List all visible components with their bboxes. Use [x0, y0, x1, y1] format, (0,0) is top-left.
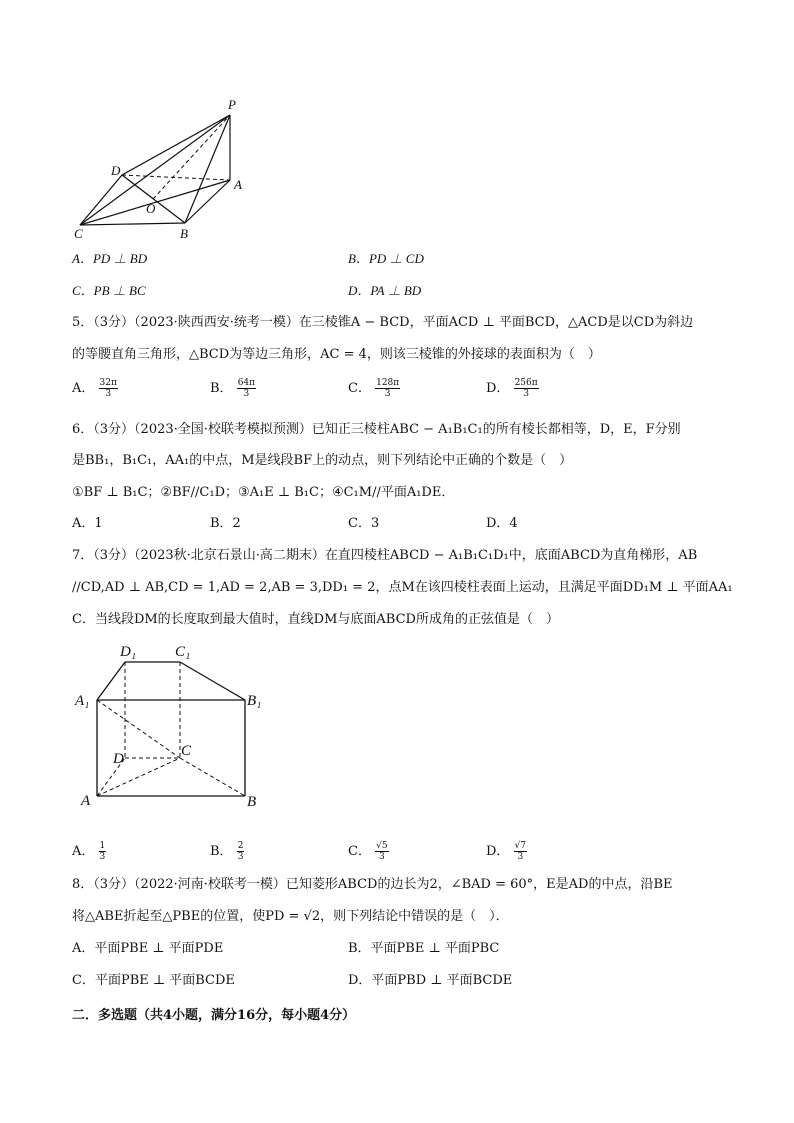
q6-option-b: B．2 — [210, 516, 241, 531]
q8-line1: 8．（3分）（2022·河南·校联考一模）已知菱形ABCD的边长为2，∠BAD = 60°，E是AD的中点，沿BE — [72, 877, 673, 892]
q6-option-c: C．3 — [348, 516, 380, 531]
q7-option-a-fraction — [99, 841, 107, 862]
numerator: 2 — [237, 841, 244, 851]
q5-option-a-fraction — [99, 378, 118, 399]
numerator: 1 — [99, 841, 106, 851]
q5-option-d-fraction — [514, 378, 539, 399]
label-d1: D₁ — [120, 644, 137, 660]
q5-line2: 的等腰直角三角形，△BCD为等边三角形，AC = 4，则该三棱锥的外接球的表面积为（ ） — [72, 347, 601, 362]
q7-option-a-letter: A． — [72, 844, 95, 859]
label-c1: C₁ — [175, 644, 191, 660]
denominator: 3 — [523, 389, 529, 399]
edge-cd — [80, 175, 122, 225]
denominator: 3 — [384, 389, 391, 399]
q5-option-b-fraction — [237, 378, 256, 399]
q7-line1: 7．（3分）（2023秋·北京石景山·高二期末）在直四棱柱ABCD − A₁B₁C₁D₁中，底面ABCD为直角梯形，AB — [72, 548, 698, 563]
numerator: √7 — [514, 841, 527, 851]
q5-option-c-letter: C． — [348, 381, 371, 396]
q7-option-c-fraction — [375, 841, 388, 862]
q8-option-b: B．平面PBE ⊥ 平面PBC — [348, 941, 500, 956]
edge-a1d1 — [97, 662, 125, 700]
edge-a1c-hidden — [97, 700, 180, 758]
q5-line1: 5．（3分）（2023·陕西西安·统考一模）在三棱锥A − BCD，平面ACD ⊥ 平面BCD，△ACD是以CD为斜边 — [72, 315, 694, 330]
q7-line3: C．当线段DM的长度取到最大值时，直线DM与底面ABCD所成角的正弦值是（ ） — [72, 612, 559, 627]
q8-line2: 将△ABE折起至△PBE的位置，使PD = √2，则下列结论中错误的是（ ）． — [72, 909, 509, 924]
denominator: 3 — [237, 852, 244, 862]
edge-da-hidden — [122, 175, 230, 180]
label-d: D — [113, 751, 124, 767]
numerator: √5 — [376, 841, 388, 851]
label-a: A — [81, 793, 91, 809]
q5-option-b — [210, 378, 256, 399]
q7-option-c-letter: C． — [348, 844, 371, 859]
numerator: 256π — [514, 378, 538, 388]
label-d: D — [111, 163, 121, 178]
q8-option-a: A．平面PBE ⊥ 平面PDE — [72, 941, 224, 956]
q7-option-d-letter: D． — [486, 844, 510, 859]
q7-option-d — [486, 841, 527, 862]
numerator: 64π — [237, 378, 256, 388]
q8-option-d: D．平面PBD ⊥ 平面BCDE — [348, 973, 513, 988]
q5-option-d — [486, 378, 539, 399]
label-o: O — [146, 201, 156, 216]
q6-line3: ①BF ⊥ B₁C；②BF//C₁D；③A₁E ⊥ B₁C；④C₁M//平面A₁DE． — [72, 485, 455, 500]
q8-option-c: C．平面PBE ⊥ 平面BCDE — [72, 973, 235, 988]
denominator: 3 — [105, 389, 112, 399]
edge-c1b1 — [180, 662, 245, 700]
pyramid-figure — [70, 95, 250, 240]
q4-option-c: C．PB ⊥ BC — [72, 283, 146, 298]
label-c: C — [181, 743, 192, 759]
q6-option-d: D．4 — [486, 516, 518, 531]
q6-option-a: A．1 — [72, 516, 103, 531]
edge-cb — [80, 223, 185, 225]
section-2-title: 二．多选题（共4小题，满分16分，每小题4分） — [72, 1008, 356, 1023]
q7-option-b — [210, 841, 244, 862]
numerator: 128π — [376, 378, 400, 388]
q5-option-d-letter: D． — [486, 381, 510, 396]
edge-pd — [122, 115, 230, 175]
q7-line2: //CD,AD ⊥ AB,CD = 1,AD = 2,AB = 3,DD₁ = 2，点M在该四棱柱表面上运动，且满足平面DD₁M ⊥ 平面AA₁ — [72, 580, 733, 595]
edge-po-hidden — [153, 115, 230, 199]
edge-cb-hidden — [180, 758, 245, 796]
prism-figure — [70, 638, 280, 813]
q7-option-c — [348, 841, 389, 862]
numerator: 32π — [99, 378, 117, 388]
q4-option-d: D．PA ⊥ BD — [348, 283, 422, 298]
q5-option-b-letter: B． — [210, 381, 233, 396]
q5-option-a-letter: A． — [72, 381, 95, 396]
q5-option-a — [72, 378, 118, 399]
label-a: A — [234, 177, 242, 192]
q4-option-b: B．PD ⊥ CD — [348, 251, 424, 266]
denominator: 3 — [243, 389, 250, 399]
denominator: 3 — [99, 852, 106, 862]
q4-option-a: A．PD ⊥ BD — [72, 251, 148, 266]
q5-option-c-fraction — [375, 378, 400, 399]
denominator: 3 — [378, 852, 385, 862]
label-b1: B₁ — [247, 693, 262, 709]
q6-line2: 是BB₁，B₁C₁，AA₁的中点，M是线段BF上的动点，则下列结论中正确的个数是（ ） — [72, 453, 573, 468]
q5-option-c — [348, 378, 400, 399]
q7-option-a — [72, 841, 106, 862]
label-c: C — [74, 226, 83, 240]
edge-ac-hidden — [97, 758, 180, 796]
label-b: B — [247, 794, 257, 810]
q7-option-b-fraction — [237, 841, 245, 862]
label-b: B — [180, 226, 188, 240]
label-a1: A₁ — [75, 693, 90, 709]
q6-line1: 6．（3分）（2023·全国·校联考模拟预测）已知正三棱柱ABC − A₁B₁C₁的所有棱长都相等，D，E，F分别 — [72, 422, 681, 437]
denominator: 3 — [517, 852, 524, 862]
q7-option-d-fraction — [514, 841, 527, 862]
q7-option-b-letter: B． — [210, 844, 233, 859]
label-p: P — [228, 97, 236, 112]
